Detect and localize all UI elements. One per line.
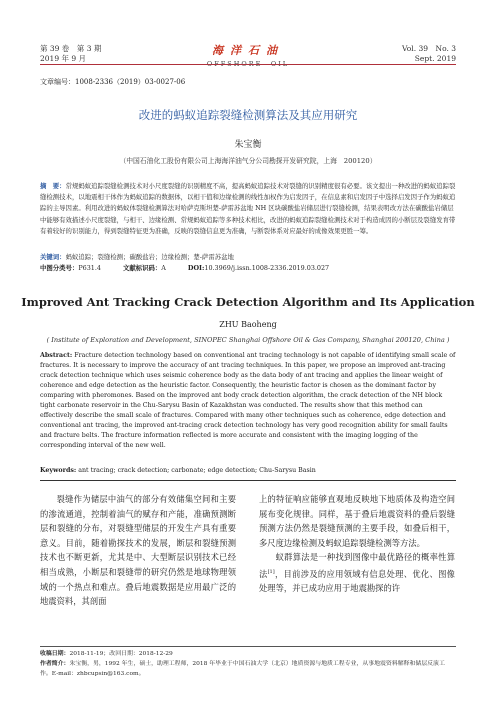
- author-en: ZHU Baoheng: [219, 320, 277, 329]
- abstract-en-text: Fracture detection technology based on conventional ant tracing technology is not capable of identifying small scale of fractures. It is necessary to improve the accuracy of ant tracing techniques. In this paper, we propose an improved ant-tracing crack detection technique which uses seismic coherence body as the data body of ant tracing and applies the linear weight of coherence and edge detection as the heuristic factor. Consequently, the heuristic factor is chosen as the dominant factor by comparing with pheromones. Based on the improved ant body crack detection algorithm, the crack detection of the NH block tight carbonate reservoir in the Chu-Sarysu Basin of Kazakhstan was conducted. The results show that this method can effectively describe the small scale of fractures. Compared with many other techniques such as coherence, edge detection and conventional ant tracing, the improved ant-tracing crack detection technology has very good recognition ability for small faults and fracture belts. The fracture information reflected is more accurate and consistent with the imaging logging of the corresponding interval of the new well.: [40, 352, 456, 449]
- body-right-paragraph-1: 上的特征响应能够直观地反映地下地质体及构造空间展布变化规律。同样，基于叠后地震资料的叠后裂缝预测方法仍然是裂缝预测的主要手段，如叠后相干，多尺度边缘检测及蚂蚁追踪裂缝检测等方法。: [259, 494, 455, 548]
- citation-ref[interactable]: [1]: [267, 568, 275, 575]
- classification-line: [40, 263, 456, 274]
- clc-label: 中图分类号：: [40, 264, 79, 272]
- affiliation-en: ( Institute of Exploration and Development, SINOPEC Shanghai Offshore Oil & Gas Company, Shanghai 200120, China ): [46, 336, 450, 344]
- header-rule: [40, 64, 456, 65]
- section-rule: [40, 480, 456, 481]
- paper-title-cn: 改进的蚂蚁追踪裂缝检测算法及其应用研究: [138, 108, 358, 122]
- author-bio-label: 作者简介：: [40, 660, 70, 667]
- article-number: 文章编号：1008-2336（2019）03-0027-06: [40, 78, 186, 86]
- abstract-en: [40, 351, 456, 451]
- issue-date-cn: 2019 年 9 月: [40, 53, 87, 63]
- volume-issue-en: Vol. 39 No. 3: [402, 44, 456, 53]
- abstract-cn-label: 摘 要：: [40, 182, 66, 190]
- author-cn: 朱宝衡: [234, 140, 262, 150]
- keywords-en-label: Keywords:: [40, 467, 77, 474]
- journal-volume-en: [402, 44, 456, 63]
- issue-date-en: Sept. 2019: [414, 53, 456, 63]
- affiliation-cn: （中国石油化工股份有限公司上海海洋油气分公司勘探开发研究院，上海 200120）: [119, 157, 377, 165]
- doi-label: DOI:: [187, 264, 205, 272]
- abstract-cn-text: 常规蚂蚁追踪裂缝检测技术对小尺度裂缝的识别精度不高，提高蚂蚁追踪技术对裂缝的识别精度很有必要。该文提出一种改进的蚂蚁追踪裂缝检测技术，以地震相干体作为蚂蚁追踪的数据体，以相干值和边缘检测的线性加权作为启发因子，在信息素和启发因子中选择启发因子作为蚂蚁追踪的主导因素。利用改进的蚂蚁体裂缝检测算法对哈萨克斯坦楚-萨雷苏盆地 NH 区块碳酸盐岩储层进行裂缝检测，结果表明改方法在碳酸盐岩储层中能够有效描述小尺度裂缝，与相干、边缘检测、常规蚂蚁追踪等多种技术相比，改进的蚂蚁追踪裂缝检测技术对于构造成因的小断层及裂缝发育带有着较好的识别能力，得到裂缝特征更为准确，反映的裂缝信息更为准确，与断裂体系对应最好的成像效果更胜一筹。: [40, 182, 456, 235]
- abstract-en-label: Abstract:: [40, 352, 73, 359]
- body-left-column: 裂缝作为储层中油气的部分有效储集空间和主要的渗流通道，控制着油气的赋存和产能，准确预测断层和裂缝的分布，对裂缝型储层的开发生产具有重要意义。目前，随着勘探技术的发展，断层和裂缝预测技术也不断更新，尤其是中、大型断层识别技术已经相当成熟，小断层和裂缝带的研究仍然是地球物理领域的一个热点和难点。叠后地震数据是应用最广泛的地震资料，其剖面: [40, 494, 236, 607]
- doi-value: 10.3969/j.issn.1008-2336.2019.03.027: [204, 264, 330, 272]
- clc-value: P631.4: [78, 264, 101, 272]
- body-right-column: [259, 492, 455, 596]
- footnote-dates: [40, 649, 456, 660]
- body-right-paragraph-2: [259, 550, 455, 596]
- doc-code-label: 文献标识码：: [122, 264, 162, 272]
- abstract-cn: [40, 181, 456, 237]
- doc-code-value: A: [161, 264, 166, 272]
- keywords-en-text: ant tracing; crack detection; carbonate; edge detection; Chu-Sarysu Basin: [78, 467, 316, 474]
- keywords-cn: [40, 252, 456, 263]
- paper-title-en: Improved Ant Tracking Crack Detection Algorithm and Its Application: [21, 295, 475, 309]
- received-dates: 2018-11-19；改回日期：2018-12-29: [69, 651, 173, 657]
- keywords-cn-text: 蚂蚁追踪；裂缝检测；碳酸盐岩；边缘检测；楚-萨雷苏盆地: [65, 253, 234, 261]
- paragraph-2-text-a: 蚁群算法是一种找到图像中最优路径的概率性算法: [259, 552, 455, 579]
- footnote-author-bio: [40, 659, 456, 679]
- keywords-cn-label: 关键词：: [40, 253, 66, 261]
- author-bio-text: 朱宝衡，男，1992 年生，硕士，助理工程师，2018 年毕业于中国石油大学（北京）地质资源与地质工程专业，从事地震资料解释和储层反演工作。E-mail：zhbcupsin@163.com。: [40, 661, 445, 677]
- received-label: 收稿日期：: [40, 650, 70, 657]
- footnote-rule: [40, 646, 456, 647]
- keywords-en: [40, 467, 456, 474]
- volume-issue-cn: 第 39 卷 第 3 期: [40, 44, 102, 53]
- journal-logo-cn: 海洋石油: [212, 44, 284, 57]
- paragraph-2-text-b: ，目前涉及的应用领域有信息处理、优化、图像处理等，并已成功应用于地震勘探的许: [259, 568, 455, 594]
- journal-logo-en: OFFSHORE OIL: [206, 60, 290, 68]
